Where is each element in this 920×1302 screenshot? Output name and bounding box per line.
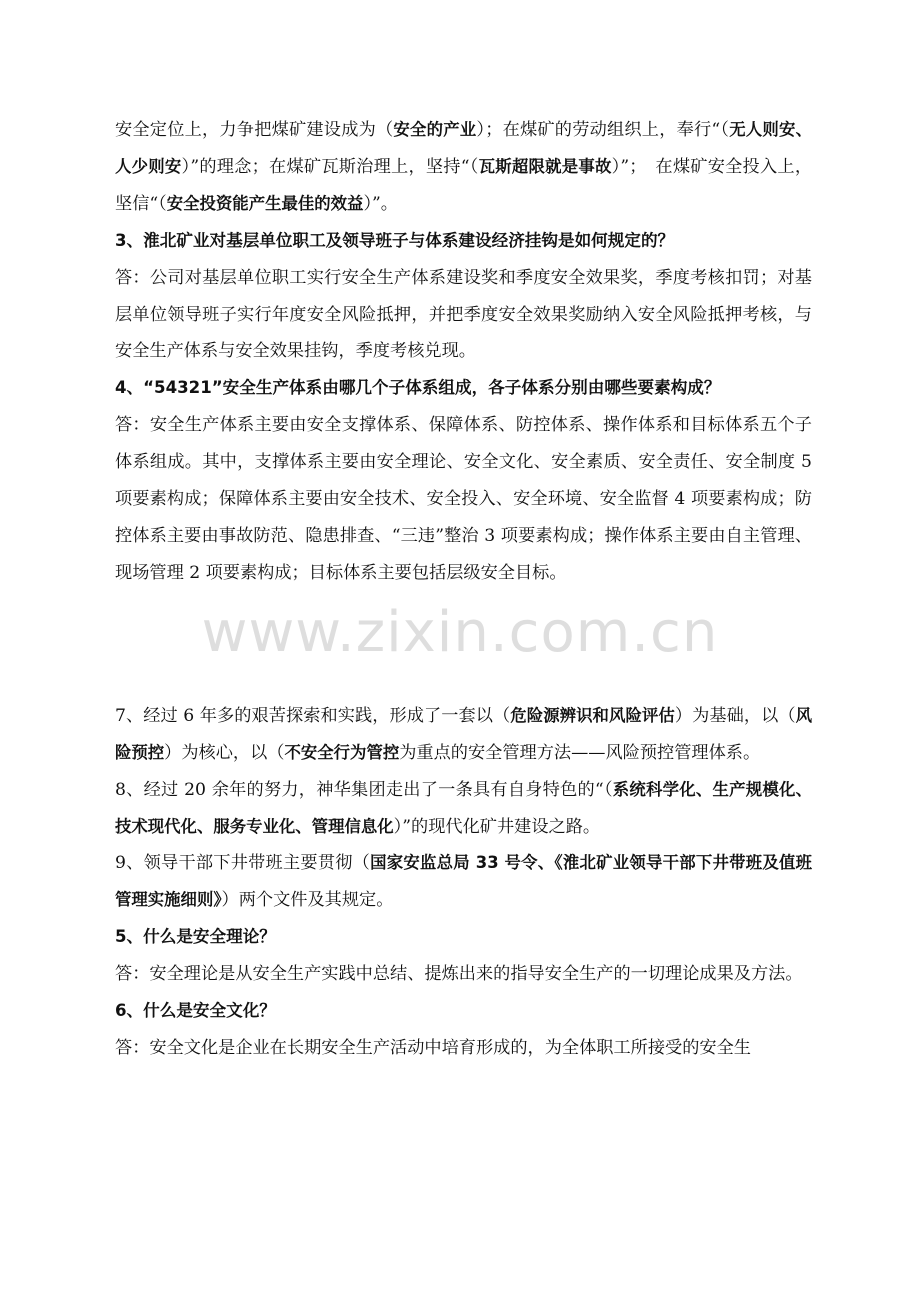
text-span: ）；在煤矿的劳动组织上，奉行“（ [476, 120, 730, 140]
question-heading: 4、“54321”安全生产体系由哪几个子体系组成，各子体系分别由哪些要素构成？ [115, 378, 721, 398]
paragraph [115, 407, 812, 592]
text-span: 7、经过 6 年多的艰苦探索和实践，形成了一套以（ [115, 705, 511, 726]
answer-highlight: 危险源辨识和风险评估 [510, 705, 675, 725]
text-span: ）”； 在煤矿安全投入上，坚信“（ [115, 156, 813, 214]
answer-highlight: 无人则安、人少则安 [115, 120, 813, 176]
question-heading: 6、什么是安全文化？ [115, 1001, 276, 1021]
text-span: ）为核心，以（ [164, 742, 285, 763]
text-span: 9、领导干部下井带班主要贯彻（ [115, 853, 371, 874]
document-body [115, 112, 812, 1067]
answer-highlight: 瓦斯超限就是事故 [478, 156, 612, 176]
paragraph [115, 698, 812, 772]
answer-highlight: 安全投资能产生最佳的效益 [166, 193, 364, 213]
paragraph [115, 845, 812, 919]
text-span: 答：安全文化是企业在长期安全生产活动中培育形成的，为全体职工所接受的安全生 [115, 1037, 751, 1058]
paragraph [115, 112, 812, 223]
text-span: ）两个文件及其规定。 [221, 890, 394, 911]
text-span: 8、经过 20 余年的努力，神华集团走出了一条具有自身特色的“（ [115, 779, 613, 800]
answer-highlight: 系统科学化、生产规模化、技术现代化、服务专业化、管理信息化 [115, 779, 813, 836]
paragraph [115, 772, 812, 846]
answer-highlight: 安全的产业 [393, 120, 477, 139]
text-span: 安全定位上，力争把煤矿建设成为（ [115, 120, 394, 140]
question-heading: 3、淮北矿业对基层单位职工及领导班子与体系建设经济挂钩是如何规定的？ [115, 230, 675, 250]
text-span: ）”的现代化矿井建设之路。 [393, 816, 601, 837]
text-span: 答：安全生产体系主要由安全支撑体系、保障体系、防控体系、操作体系和目标体系五个子体系组成。其中，支撑体系主要由安全理论、安全文化、安全素质、安全责任、安全制度 5 项要素构成；保障体系主要由安全技术、安全投入、安全环境、安全监督 4 项要素构成；防控体系主要由事故防范、隐患排查、“三违”整治 3 项要素构成；操作体系主要由自主管理、现场管理 2 项要素构成；目标体系主要包括层级安全目标。 [115, 415, 812, 583]
text-span: 答：公司对基层单位职工实行安全生产体系建设奖和季度安全效果奖，季度考核扣罚；对基层单位领导班子实行年度安全风险抵押，并把季度安全效果奖励纳入安全风险抵押考核，与安全生产体系与安全效果挂钩，季度考核兑现。 [115, 267, 812, 362]
watermark: www.zixin.com.cn [201, 600, 719, 665]
answer-highlight: 风险预控 [115, 705, 812, 762]
paragraph [115, 956, 812, 993]
answer-highlight: 国家安监总局 33 号令、《淮北矿业领导干部下井带班及值班管理实施细则》 [115, 853, 812, 910]
paragraph [115, 260, 812, 371]
text-span: 为重点的安全管理方法——风险预控管理体系。 [399, 742, 761, 763]
text-span: ）为基础，以（ [674, 705, 796, 726]
answer-highlight: 不安全行为管控 [284, 742, 400, 762]
text-span: ）”的理念；在煤矿瓦斯治理上，坚持“（ [181, 156, 479, 177]
paragraph [115, 1030, 812, 1067]
text-span: ）”。 [363, 193, 398, 214]
question-heading: 5、什么是安全理论？ [115, 927, 276, 947]
text-span: 答：安全理论是从安全生产实践中总结、提炼出来的指导安全生产的一切理论成果及方法。 [115, 964, 803, 985]
